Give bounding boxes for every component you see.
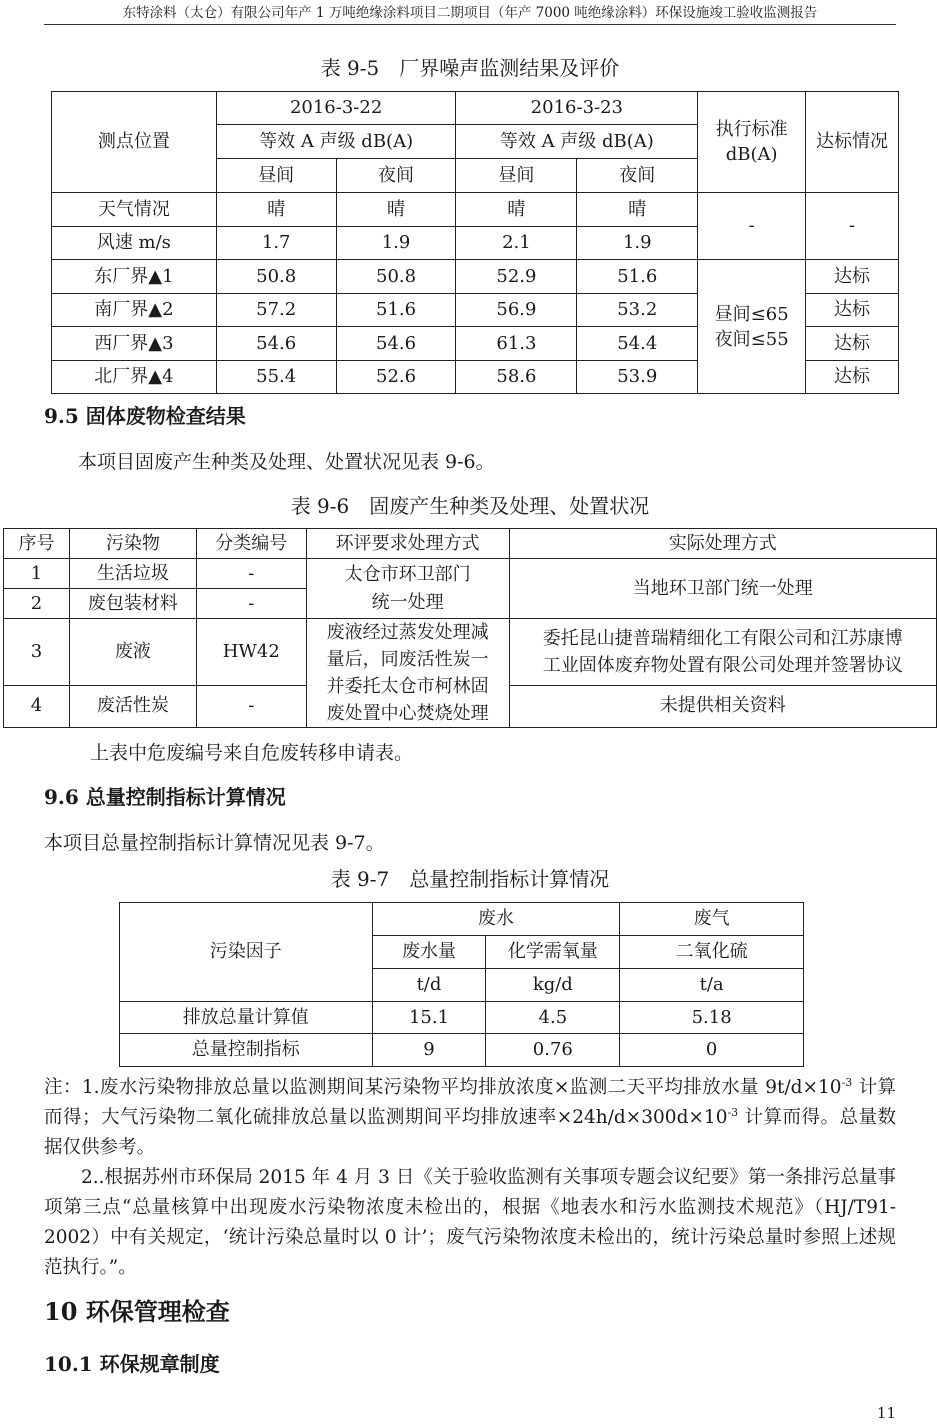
table-9-6-note: 上表中危废编号来自危废转移申请表。 (90, 742, 414, 764)
cell: 51.6 (336, 294, 456, 327)
cell: 54.6 (336, 327, 456, 361)
cell: 52.6 (336, 361, 456, 394)
cell: 53.9 (577, 361, 698, 394)
page-header: 东特涂料（太仓）有限公司年产 1 万吨绝缘涂料项目二期项目（年产 7000 吨绝缘涂料）环保设施竣工验收监测报告 (44, 2, 896, 25)
note-2: 2..根据苏州市环保局 2015 年 4 月 3 日《关于验收监测有关事项专题会议纪要》第一条排污总量事项第三点“总量核算中出现废水污染物浓度未检出的，根据《地表水和污水监测技术规范》（HJ/T91-2002）中有关规定，‘统计污染总量时以 0 计’；废气污染物浓度未检出的，统计污染总量时参照上述规范执行。”。 (44, 1167, 896, 1278)
cell: - (196, 559, 306, 589)
cell: 晴 (336, 193, 456, 227)
actual-treatment-1-2: 当地环卫部门统一处理 (509, 559, 937, 619)
cell: 1.9 (577, 227, 698, 260)
cell: 0.76 (486, 1034, 620, 1067)
header-standard: 执行标准 dB(A) (698, 92, 806, 193)
cell: 4.5 (486, 1002, 620, 1034)
cell: 57.2 (216, 294, 336, 327)
cell: 54.4 (577, 327, 698, 361)
table-row (52, 193, 899, 227)
cell: 晴 (216, 193, 336, 227)
cell: 53.2 (577, 294, 698, 327)
row-label: 总量控制指标 (120, 1034, 373, 1067)
actual-treatment-3: 委托昆山捷普瑞精细化工有限公司和江苏康博 工业固体废弃物处置有限公司处理并签署协议 (509, 619, 937, 686)
cell: 晴 (577, 193, 698, 227)
table-9-6-caption: 表 9-6 固废产生种类及处理、处置状况 (290, 494, 650, 518)
row-label: 西厂界▲3 (52, 327, 217, 361)
table-row (120, 1002, 804, 1034)
cell: 4 (4, 685, 70, 727)
noise-table (51, 91, 899, 394)
cell: 1.7 (216, 227, 336, 260)
cell: 2 (4, 589, 70, 619)
table-row (120, 1034, 804, 1067)
section-9-6-text: 本项目总量控制指标计算情况见表 9-7。 (44, 832, 385, 854)
section-10-title: 10 环保管理检查 (44, 1297, 230, 1326)
table-row (52, 260, 899, 294)
solid-waste-table (3, 528, 937, 728)
table-row (4, 559, 937, 589)
header-location: 测点位置 (52, 92, 217, 193)
header-metric-2: 等效 A 声级 dB(A) (456, 125, 698, 159)
table-9-5-caption: 表 9-5 厂界噪声监测结果及评价 (320, 56, 620, 80)
row-label: 北厂界▲4 (52, 361, 217, 394)
header-status: 达标情况 (806, 92, 899, 193)
cell: - (196, 589, 306, 619)
header-wastewater: 废水 (372, 903, 620, 936)
status-cell: 达标 (806, 327, 899, 361)
header-water-volume: 废水量 (372, 936, 486, 969)
cell: 废活性炭 (69, 685, 196, 727)
unit-cell: t/d (372, 969, 486, 1002)
header-day-2: 昼间 (456, 159, 577, 193)
cell: 0 (620, 1034, 804, 1067)
required-treatment-1-2: 太仓市环卫部门 统一处理 (306, 559, 509, 619)
cell: - (196, 685, 306, 727)
header-actual-treatment: 实际处理方式 (509, 529, 937, 559)
header-cod: 化学需氧量 (486, 936, 620, 969)
table-9-7-caption: 表 9-7 总量控制指标计算情况 (330, 867, 610, 891)
section-9-5-title: 9.5 固体废物检查结果 (44, 404, 246, 428)
standard-dash: - (698, 193, 806, 260)
cell: 54.6 (216, 327, 336, 361)
header-day-1: 昼间 (216, 159, 336, 193)
actual-treatment-4: 未提供相关资料 (509, 685, 937, 727)
cell: 废液 (69, 619, 196, 686)
header-date-1: 2016-3-22 (216, 92, 456, 125)
cell: 56.9 (456, 294, 577, 327)
required-treatment-3-4: 废液经过蒸发处理减 量后，同废活性炭一 并委托太仓市柯林固 废处置中心焚烧处理 (306, 619, 509, 728)
cell: 9 (372, 1034, 486, 1067)
header-night-1: 夜间 (336, 159, 456, 193)
section-9-6-title: 9.6 总量控制指标计算情况 (44, 785, 286, 809)
row-label: 风速 m/s (52, 227, 217, 260)
cell: 废包装材料 (69, 589, 196, 619)
row-label: 南厂界▲2 (52, 294, 217, 327)
header-waste-gas: 废气 (620, 903, 804, 936)
unit-cell: kg/d (486, 969, 620, 1002)
cell: 52.9 (456, 260, 577, 294)
status-cell: 达标 (806, 294, 899, 327)
standard-limits: 昼间≤65 夜间≤55 (698, 260, 806, 394)
cell: 生活垃圾 (69, 559, 196, 589)
cell: 1 (4, 559, 70, 589)
header-required-treatment: 环评要求处理方式 (306, 529, 509, 559)
page-number: 11 (876, 1404, 896, 1422)
cell: 61.3 (456, 327, 577, 361)
header-code: 分类编号 (196, 529, 306, 559)
cell: 58.6 (456, 361, 577, 394)
status-cell: 达标 (806, 260, 899, 294)
cell: 55.4 (216, 361, 336, 394)
section-10-1-title: 10.1 环保规章制度 (44, 1352, 220, 1376)
row-label: 排放总量计算值 (120, 1002, 373, 1034)
header-night-2: 夜间 (577, 159, 698, 193)
status-cell: 达标 (806, 361, 899, 394)
cell: 3 (4, 619, 70, 686)
cell: 50.8 (216, 260, 336, 294)
total-control-table (119, 902, 804, 1067)
cell: 51.6 (577, 260, 698, 294)
header-so2: 二氧化硫 (620, 936, 804, 969)
table-row (4, 619, 937, 686)
header-date-2: 2016-3-23 (456, 92, 698, 125)
header-pollutant: 污染物 (69, 529, 196, 559)
cell: 晴 (456, 193, 577, 227)
unit-cell: t/a (620, 969, 804, 1002)
cell: 15.1 (372, 1002, 486, 1034)
cell: 1.9 (336, 227, 456, 260)
row-label: 天气情况 (52, 193, 217, 227)
cell: HW42 (196, 619, 306, 686)
header-factor: 污染因子 (120, 903, 373, 1002)
status-dash: - (806, 193, 899, 260)
row-label: 东厂界▲1 (52, 260, 217, 294)
header-no: 序号 (4, 529, 70, 559)
cell: 5.18 (620, 1002, 804, 1034)
section-9-5-text: 本项目固废产生种类及处理、处置状况见表 9-6。 (78, 451, 495, 473)
note-1: 注：1.废水污染物排放总量以监测期间某污染物平均排放浓度×监测二天平均排放水量 $9t/d\times 10^{-3}$ 计算而得；大气污染物二氧化硫排放总量以监测期间平均排放速率$\times 24h/d\times 300d\times 10^{-3}$ 计算而得。总量数据仅供参考。 (44, 1075, 896, 1158)
cell: 50.8 (336, 260, 456, 294)
header-metric-1: 等效 A 声级 dB(A) (216, 125, 456, 159)
cell: 2.1 (456, 227, 577, 260)
